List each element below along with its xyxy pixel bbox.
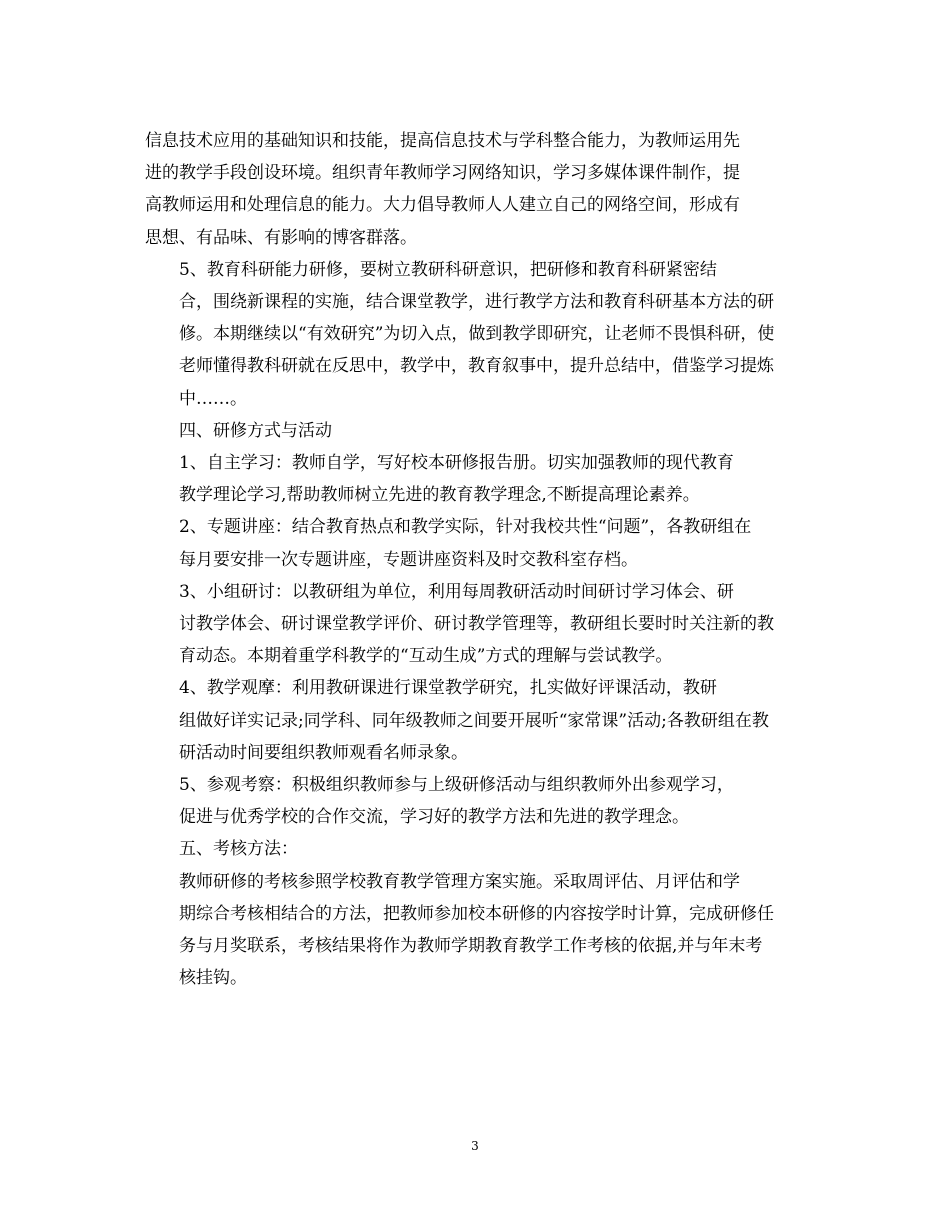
paragraph bbox=[145, 254, 795, 415]
paragraph bbox=[145, 833, 795, 865]
text-line: 讨教学体会、研讨课堂教学评价、研讨教学管理等，教研组长要时时关注新的教 bbox=[179, 614, 774, 635]
text-line: 组做好详实记录;同学科、同年级教师之间要开展听“家常课”活动;各教研组在教 bbox=[179, 710, 769, 731]
paragraph bbox=[145, 672, 795, 769]
text-line: 研活动时间要组织教师观看名师录象。 bbox=[179, 742, 468, 763]
paragraph bbox=[145, 447, 795, 511]
paragraph bbox=[145, 415, 795, 447]
text-line: 5、参观考察：积极组织教师参与上级研修活动与组织教师外出参观学习， bbox=[179, 775, 734, 796]
text-line: 四、研修方式与活动 bbox=[179, 420, 332, 441]
text-line: 思想、有品味、有影响的博客群落。 bbox=[145, 227, 417, 248]
text-line: 核挂钩。 bbox=[179, 968, 247, 989]
paragraph bbox=[145, 866, 795, 995]
text-line: 1、自主学习：教师自学，写好校本研修报告册。切实加强教师的现代教育 bbox=[179, 453, 734, 474]
text-line: 教师研修的考核参照学校教育教学管理方案实施。采取周评估、月评估和学 bbox=[179, 871, 740, 892]
text-line: 2、专题讲座：结合教育热点和教学实际，针对我校共性“问题”，各教研组在 bbox=[179, 517, 752, 538]
text-line: 5、教育科研能力研修，要树立教研科研意识，把研修和教育科研紧密结 bbox=[179, 259, 717, 280]
paragraph bbox=[145, 511, 795, 575]
text-line: 信息技术应用的基础知识和技能，提高信息技术与学科整合能力，为教师运用先 bbox=[145, 131, 740, 151]
paragraph bbox=[145, 769, 795, 833]
page-number: 3 bbox=[471, 1139, 479, 1153]
text-line: 五、考核方法： bbox=[179, 839, 298, 860]
text-line: 促进与优秀学校的合作交流，学习好的教学方法和先进的教学理念。 bbox=[179, 807, 689, 828]
text-line: 合，围绕新课程的实施，结合课堂教学，进行教学方法和教育科研基本方法的研 bbox=[179, 292, 774, 313]
text-line: 期综合考核相结合的方法，把教师参加校本研修的内容按学时计算，完成研修任 bbox=[179, 903, 774, 924]
paragraph bbox=[145, 125, 795, 254]
paragraph bbox=[145, 576, 795, 673]
text-line: 中……。 bbox=[179, 388, 247, 409]
text-line: 育动态。本期着重学科教学的“互动生成”方式的理解与尝试教学。 bbox=[179, 646, 673, 667]
text-line: 进的教学手段创设环境。组织青年教师学习网络知识，学习多媒体课件制作，提 bbox=[145, 163, 740, 184]
text-line: 修。本期继续以“有效研究”为切入点，做到教学即研究，让老师不畏惧科研，使 bbox=[179, 324, 775, 345]
text-line: 教学理论学习,帮助教师树立先进的教育教学理念,不断提高理论素养。 bbox=[179, 485, 700, 506]
text-line: 高教师运用和处理信息的能力。大力倡导教师人人建立自己的网络空间，形成有 bbox=[145, 195, 740, 216]
text-line: 4、教学观摩：利用教研课进行课堂教学研究，扎实做好评课活动，教研 bbox=[179, 678, 717, 699]
document-body bbox=[145, 125, 795, 994]
text-line: 务与月奖联系，考核结果将作为教师学期教育教学工作考核的依据,并与年末考 bbox=[179, 936, 763, 957]
text-line: 每月要安排一次专题讲座，专题讲座资料及时交教科室存档。 bbox=[179, 549, 638, 570]
text-line: 3、小组研讨：以教研组为单位，利用每周教研活动时间研讨学习体会、研 bbox=[179, 581, 734, 602]
text-line: 老师懂得教科研就在反思中，教学中，教育叙事中，提升总结中，借鉴学习提炼 bbox=[179, 356, 774, 377]
